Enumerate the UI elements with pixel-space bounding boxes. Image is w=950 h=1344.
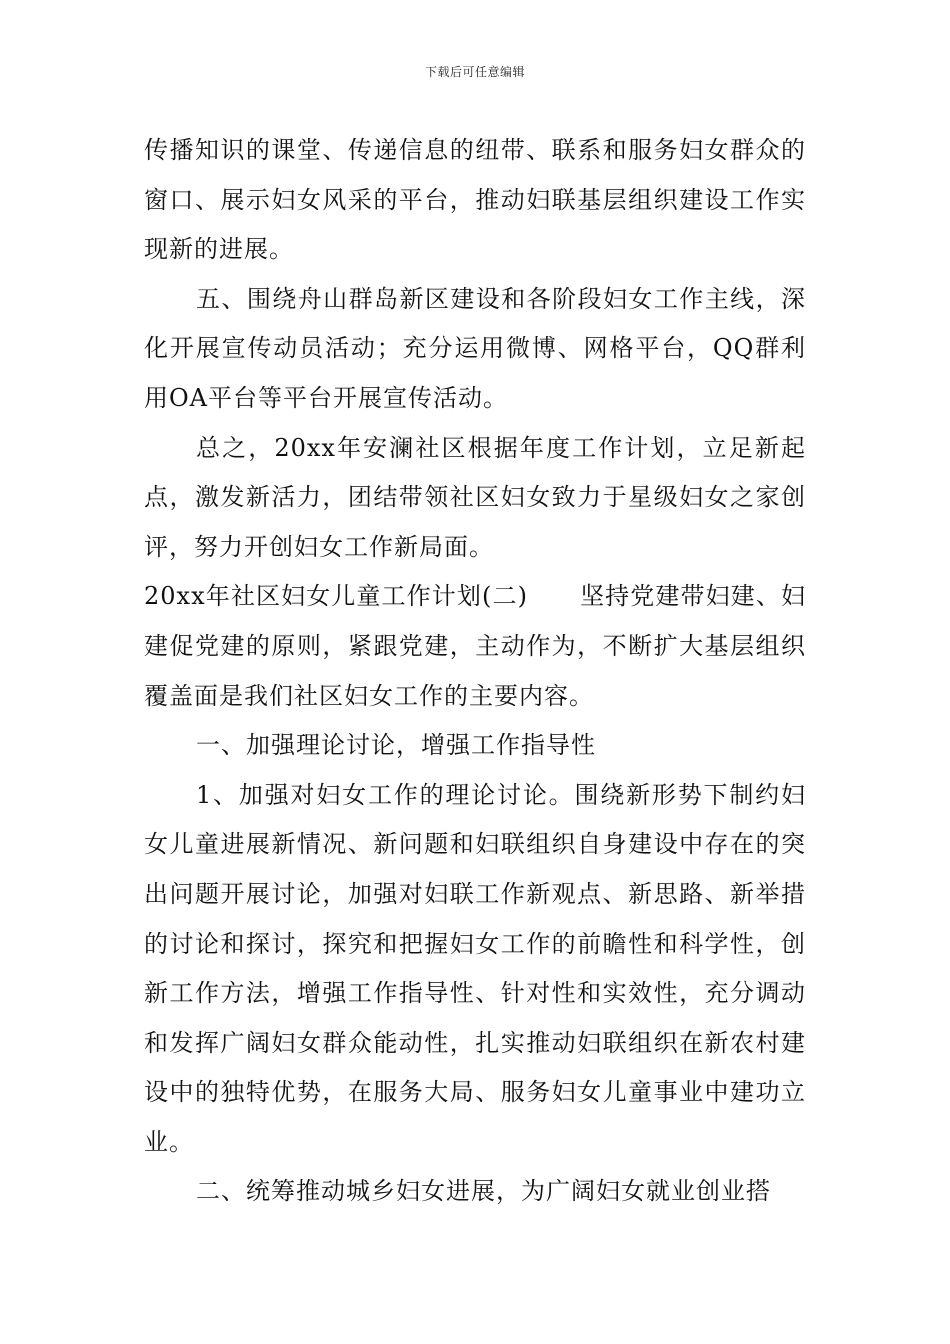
heading-section-one: 一、加强理论讨论，增强工作指导性 — [196, 731, 596, 760]
page-header: 下载后可任意编辑 — [424, 65, 525, 79]
plan-intro: 坚持党建带妇建、妇建促党建的原则，紧跟党建，主动作为，不断扩大基层组织覆盖面是我们社区妇女工作的主要内容。 — [144, 582, 806, 710]
document-body — [144, 126, 806, 1217]
plan-title: 20xx年社区妇女儿童工作计划(二) — [144, 582, 528, 611]
paragraph-item-one: 1、加强对妇女工作的理论讨论。围绕新形势下制约妇女儿童进展新情况、新问题和妇联组织自身建设中存在的突出问题开展讨论，加强对妇联工作新观点、新思路、新举措的讨论和探讨，探究和把握妇女工作的前瞻性和科学性，创新工作方法，增强工作指导性、针对性和实效性，充分调动和发挥广阔妇女群众能动性，扎实推动妇联组织在新农村建设中的独特优势，在服务大局、服务妇女儿童事业中建功立业。 — [144, 780, 806, 1156]
paragraph-summary: 总之，20xx年安澜社区根据年度工作计划，立足新起点，激发新活力，团结带领社区妇女致力于星级妇女之家创评，努力开创妇女工作新局面。 — [144, 433, 806, 561]
paragraph-section-five: 五、围绕舟山群岛新区建设和各阶段妇女工作主线，深化开展宣传动员活动；充分运用微博、网格平台，QQ群利用OA平台等平台开展宣传活动。 — [144, 284, 806, 412]
paragraph-plan-two — [144, 572, 806, 721]
paragraph-continuation: 传播知识的课堂、传递信息的纽带、联系和服务妇女群众的窗口、展示妇女风采的平台，推动妇联基层组织建设工作实现新的进展。 — [144, 136, 806, 264]
heading-section-two: 二、统筹推动城乡妇女进展，为广阔妇女就业创业搭 — [196, 1177, 771, 1206]
